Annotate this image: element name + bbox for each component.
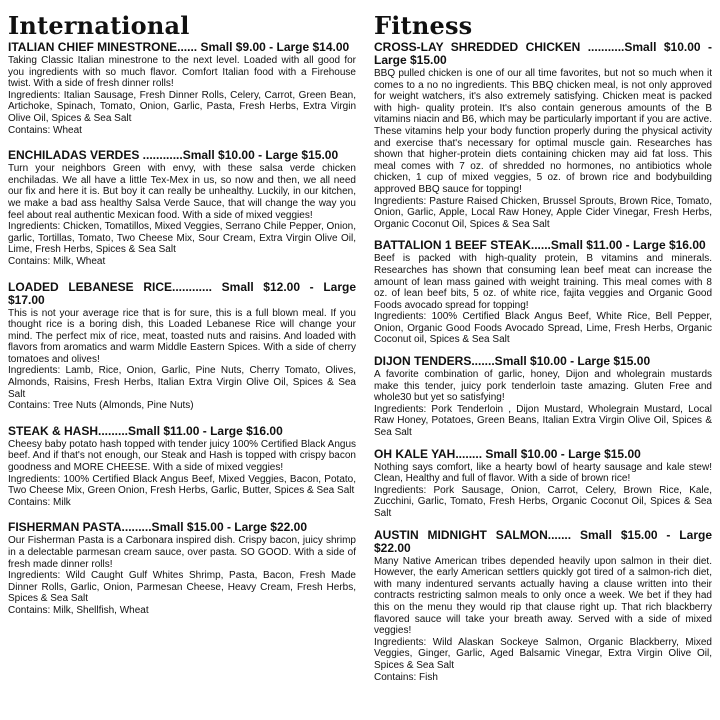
fitness-item-list — [374, 41, 712, 683]
menu-item-contains: Contains: Milk, Shellfish, Wheat — [8, 604, 149, 616]
menu-item — [8, 149, 356, 267]
section-title-fitness: Fitness — [374, 11, 473, 40]
menu-item-contains: Contains: Milk — [8, 496, 71, 508]
menu-item-description: BBQ pulled chicken is one of our all time favorites, but not so much when it comes to a no no ingredients. This BBQ chicken meal, is not only approved for weight watchers, it's also extremely satisfying. Chicken meat is packed with high- quality protein. It's also contain generous amounts of the B vitamins niacin and B6, which may be particularly important if you are active. These vitamins help your body function properly during the physical activity and exercise that's necessary for optimal muscle gain. Researches has shown that higher-protein diets containing chicken may aid fat loss. This meal comes with 7 oz. of shredded no hormones, no antibiotics whole chicken, 1 cup of mixed veggies, 5 oz. of brown rice and bodybuilding approved BBQ sauce for topping! — [374, 68, 712, 195]
menu-item-ingredients: Ingredients: 100% Certified Black Angus Beef, Mixed Veggies, Bacon, Potato, Two Cheese Mix, Green Onion, Fresh Herbs, Garlic, Butter, Spices & Sea Salt — [8, 473, 356, 497]
menu-item-ingredients: Ingredients: 100% Certified Black Angus Beef, White Rice, Bell Pepper, Onion, Organic Good Foods Avocado Spread, Lime, Fresh Herbs, Organic Coconut oil, Spices & Sea Salt — [374, 311, 712, 346]
menu-item-heading: STEAK & HASH.........Small $11.00 - Large $16.00 — [8, 423, 283, 438]
menu-item-description: This is not your average rice that is for sure, this is a full blown meal. If you thought rice is a boring dish, this Loaded Lebanese Rice will change your mind. The perfect mix of rice, meat, toasted nuts and raisins. And loaded with flavors from aromatics and warm Middle Eastern Spices. With a side of cherry tomatoes and olives! — [8, 307, 356, 365]
fitness-column — [374, 11, 712, 692]
menu-item-heading: CROSS-LAY SHREDDED CHICKEN ...........Small $10.00 - Large $15.00 — [374, 40, 712, 67]
menu-item — [374, 355, 712, 439]
menu-item-ingredients: Ingredients: Wild Caught Gulf Whites Shrimp, Pasta, Bacon, Fresh Made Dinner Rolls, Garlic, Onion, Parmesan Cheese, Heavy Cream, Fresh Herbs, Spices & Sea Salt — [8, 570, 356, 605]
menu-item-ingredients: Ingredients: Pasture Raised Chicken, Brussel Sprouts, Brown Rice, Tomato, Onion, Garlic, Apple, Local Raw Honey, Apple Cider Vinegar, Fresh Herbs, Organic Coconut Oil, Spices & Sea Salt — [374, 195, 712, 230]
menu-item — [8, 281, 356, 412]
menu-item — [8, 521, 356, 616]
international-item-list — [8, 41, 356, 617]
menu-item-contains: Contains: Fish — [374, 671, 438, 683]
menu-item-description: Beef is packed with high-quality protein, B vitamins and minerals. Researches has shown that consuming lean beef meat can increase the amount of lean mass gained with weight training. This meal comes with 8 oz. of lean beef bits, 5 oz. of white rice, fajita veggies and Organic Good Foods avocado spread for topping! — [374, 253, 712, 311]
menu-item-heading: ITALIAN CHIEF MINESTRONE...... Small $9.00 - Large $14.00 — [8, 40, 350, 54]
menu-item-heading: FISHERMAN PASTA.........Small $15.00 - Large $22.00 — [8, 520, 307, 535]
menu-item-description: A favorite combination of garlic, honey, Dijon and wholegrain mustards make this tender, juicy pork tenderloin taste amazing. Gluten Free and whole30 but yet so satisfying! — [374, 369, 712, 404]
menu-item-contains: Contains: Milk, Wheat — [8, 255, 106, 267]
menu-item — [8, 41, 356, 136]
menu-item-contains: Contains: Wheat — [8, 124, 82, 136]
menu-item-description: Cheesy baby potato hash topped with tender juicy 100% Certified Black Angus beef. And if that's not enough, our Steak and Hash is topped with crispy bacon goodness and MORE CHEESE. With a side of mixed veggies! — [8, 438, 356, 474]
menu-item-heading: OH KALE YAH........ Small $10.00 - Large $15.00 — [374, 446, 641, 461]
menu-item — [374, 448, 712, 520]
menu-item-description: Turn your neighbors Green with envy, with these salsa verde chicken enchiladas. We all have a little Tex-Mex in us, so now and then, we all need our fix and here it is. But boy it can really be unhealthy. Luckily, in our kitchen, we make a bad ass healthy Salsa Verde Sauce, that will change the way you feel about real authentic Mexican food. With a side of mixed veggies! — [8, 163, 356, 221]
international-column — [8, 11, 356, 630]
menu-item-heading: ENCHILADAS VERDES ............Small $10.00 - Large $15.00 — [8, 148, 339, 163]
menu-item-ingredients: Ingredients: Pork Sausage, Onion, Carrot, Celery, Brown Rice, Kale, Zucchini, Garlic, Tomato, Fresh Herbs, Organic Coconut Oil, Spices & Sea Salt — [374, 484, 712, 519]
menu-item-contains: Contains: Tree Nuts (Almonds, Pine Nuts) — [8, 400, 194, 412]
menu-item-description: Taking Classic Italian minestrone to the next level. Loaded with all good for you ingredients with so much flavor. Comfort Italian food with a Firehouse twist. With a side of fresh dinner rolls! — [8, 55, 356, 90]
menu-item-description: Our Fisherman Pasta is a Carbonara inspired dish. Crispy bacon, juicy shrimp in a delectable parmesan cream sauce, over pasta. SO GOOD. With a side of fresh made dinner rolls! — [8, 535, 356, 570]
menu-item-heading: AUSTIN MIDNIGHT SALMON....... Small $15.00 - Large $22.00 — [374, 527, 712, 555]
menu-item-heading: LOADED LEBANESE RICE............ Small $12.00 - Large $17.00 — [8, 279, 356, 307]
menu-item — [8, 425, 356, 509]
menu-item-ingredients: Ingredients: Pork Tenderloin , Dijon Mustard, Wholegrain Mustard, Local Raw Honey, Potatoes, Green Beans, Italian Extra Virgin Olive Oil, Spices & Sea Salt — [374, 403, 712, 439]
menu-item-ingredients: Ingredients: Italian Sausage, Fresh Dinner Rolls, Celery, Carrot, Green Bean, Artichoke, Spinach, Tomato, Onion, Garlic, Pasta, Fresh Herbs, Extra Virgin Olive Oil, Spices & Sea Salt — [8, 89, 356, 124]
menu-item-description: Many Native American tribes depended heavily upon salmon in their diet. However, the early American settlers quickly got tired of a salmon-rich diet, with many indentured servants actually having a clause written into their contracts restricting salmon meals to only once a week. We bet if they had this on the menu they would rip that clause right up. That rich blackberry flavored sauce will take your breath away. Served with a side of mixed veggies! — [374, 555, 712, 637]
menu-item — [374, 529, 712, 684]
menu-item-ingredients: Ingredients: Wild Alaskan Sockeye Salmon, Organic Blackberry, Mixed Veggies, Ginger, Garlic, Aged Balsamic Vinegar, Extra Virgin Olive Oil, Spices & Sea Salt — [374, 636, 712, 671]
section-title-international: International — [8, 11, 190, 40]
menu-item — [374, 239, 712, 346]
menu-item-heading: BATTALION 1 BEEF STEAK......Small $11.00 - Large $16.00 — [374, 238, 706, 253]
menu-item-ingredients: Ingredients: Chicken, Tomatillos, Mixed Veggies, Serrano Chile Pepper, Onion, garlic, Tortillas, Tomato, Two Cheese Mix, Sour Cream, Extra Virgin Olive Oil, Lime, Fresh Herbs, Spices & Sea Salt — [8, 221, 356, 256]
menu-item — [374, 41, 712, 230]
menu-item-description: Nothing says comfort, like a hearty bowl of hearty sausage and kale stew! Clean, Healthy and full of flavor. With a side of brown rice! — [374, 461, 712, 485]
menu-item-ingredients: Ingredients: Lamb, Rice, Onion, Garlic, Pine Nuts, Cherry Tomato, Olives, Almonds, Raisins, Fresh Herbs, Italian Extra Virgin Olive Oil, Spices & Sea Salt — [8, 365, 356, 400]
menu-item-heading: DIJON TENDERS.......Small $10.00 - Large $15.00 — [374, 354, 651, 369]
